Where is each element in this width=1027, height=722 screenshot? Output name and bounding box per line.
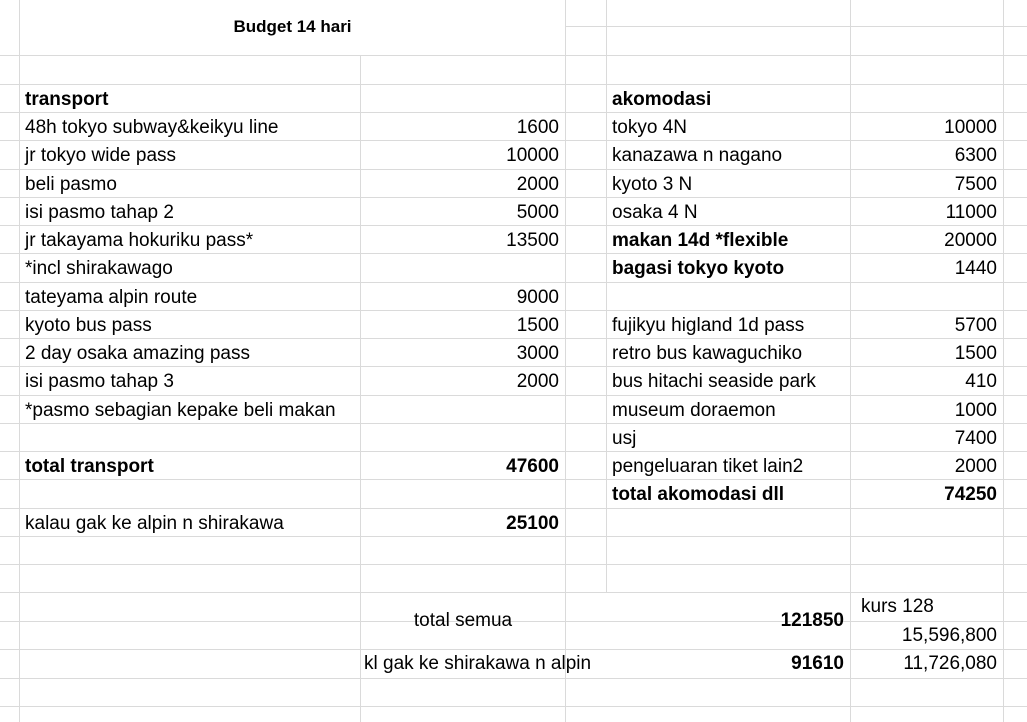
- transport-header[interactable]: transport: [25, 89, 109, 110]
- transport-item-label[interactable]: *pasmo sebagian kepake beli makan: [25, 399, 336, 421]
- transport-item-label[interactable]: jr tokyo wide pass: [25, 145, 177, 167]
- akomodasi-item-value[interactable]: 5700: [954, 314, 997, 336]
- transport-item-label[interactable]: isi pasmo tahap 3: [25, 371, 174, 393]
- transport-item-value[interactable]: 1500: [516, 314, 559, 336]
- akomodasi-item-value[interactable]: 11000: [945, 201, 997, 223]
- transport-item-label[interactable]: 2 day osaka amazing pass: [25, 343, 250, 364]
- transport-item-value[interactable]: 3000: [516, 343, 559, 364]
- total-semua-label[interactable]: total semua: [413, 610, 513, 631]
- grid-hline: [0, 84, 1027, 85]
- akomodasi-item-label[interactable]: usj: [612, 427, 637, 449]
- transport-item-value[interactable]: 9000: [516, 286, 559, 308]
- akomodasi-item-value[interactable]: 1500: [954, 343, 997, 364]
- akomodasi-item-label[interactable]: pengeluaran tiket lain2: [612, 456, 804, 477]
- transport-item-label[interactable]: kyoto bus pass: [25, 314, 152, 336]
- akomodasi-item-value[interactable]: 1440: [954, 258, 997, 280]
- total-transport-value[interactable]: 47600: [506, 456, 559, 477]
- alt-total-idr[interactable]: 11,726,080: [903, 653, 997, 674]
- akomodasi-item-value[interactable]: 20000: [944, 230, 997, 251]
- akomodasi-item-label[interactable]: kanazawa n nagano: [612, 145, 783, 167]
- akomodasi-item-value[interactable]: 1000: [954, 399, 997, 421]
- alt-transport-label[interactable]: kalau gak ke alpin n shirakawa: [25, 513, 284, 534]
- sheet-title[interactable]: Budget 14 hari: [233, 17, 352, 36]
- alt-total-value[interactable]: 91610: [791, 653, 844, 674]
- transport-item-value[interactable]: 2000: [516, 371, 559, 393]
- akomodasi-header[interactable]: akomodasi: [612, 89, 712, 110]
- total-semua-value[interactable]: 121850: [780, 610, 844, 631]
- total-transport-label[interactable]: total transport: [25, 456, 154, 477]
- akomodasi-item-value[interactable]: 7400: [954, 427, 997, 449]
- akomodasi-item-label[interactable]: bagasi tokyo kyoto: [612, 258, 785, 280]
- akomodasi-item-label[interactable]: [607, 284, 850, 312]
- alt-transport-value[interactable]: 25100: [506, 513, 559, 534]
- transport-item-value[interactable]: [361, 255, 565, 283]
- transport-item-value[interactable]: 1600: [516, 117, 559, 138]
- grid-vline: [1003, 0, 1004, 722]
- akomodasi-item-value[interactable]: 6300: [954, 145, 997, 167]
- akomodasi-item-value[interactable]: 410: [965, 371, 997, 393]
- kurs-label[interactable]: kurs 128: [861, 596, 934, 617]
- akomodasi-item-value[interactable]: 2000: [954, 456, 997, 477]
- akomodasi-item-label[interactable]: makan 14d *flexible: [612, 230, 789, 251]
- total-semua-idr[interactable]: 15,596,800: [901, 625, 997, 646]
- akomodasi-item-label[interactable]: museum doraemon: [612, 399, 776, 421]
- akomodasi-item-label[interactable]: osaka 4 N: [612, 201, 698, 223]
- grid-hline: [566, 26, 1027, 27]
- transport-item-value[interactable]: 2000: [516, 173, 559, 195]
- transport-item-label[interactable]: 48h tokyo subway&keikyu line: [25, 117, 279, 138]
- grid-hline: [0, 678, 1027, 679]
- transport-item-value[interactable]: 13500: [506, 230, 559, 251]
- akomodasi-item-value[interactable]: 7500: [954, 173, 997, 195]
- grid-hline: [0, 706, 1027, 707]
- transport-item-label[interactable]: beli pasmo: [25, 173, 117, 195]
- akomodasi-item-label[interactable]: kyoto 3 N: [612, 173, 693, 195]
- alt-total-label[interactable]: kl gak ke shirakawa n alpin: [364, 653, 592, 674]
- transport-item-value[interactable]: 5000: [516, 201, 559, 223]
- total-akomodasi-label[interactable]: total akomodasi dll: [612, 484, 785, 505]
- transport-item-label[interactable]: *incl shirakawago: [25, 258, 173, 280]
- akomodasi-item-label[interactable]: tokyo 4N: [612, 117, 687, 138]
- akomodasi-item-label[interactable]: bus hitachi seaside park: [612, 371, 816, 393]
- grid-hline: [0, 55, 1027, 56]
- akomodasi-item-value[interactable]: 10000: [944, 117, 997, 138]
- transport-item-label[interactable]: tateyama alpin route: [25, 286, 198, 308]
- total-akomodasi-value[interactable]: 74250: [944, 484, 997, 505]
- transport-item-label[interactable]: isi pasmo tahap 2: [25, 201, 174, 223]
- transport-item-value[interactable]: [361, 397, 565, 425]
- akomodasi-item-label[interactable]: fujikyu higland 1d pass: [612, 314, 805, 336]
- akomodasi-item-label[interactable]: retro bus kawaguchiko: [612, 343, 803, 364]
- grid-hline: [0, 564, 1027, 565]
- transport-item-label[interactable]: jr takayama hokuriku pass*: [25, 230, 254, 251]
- transport-item-value[interactable]: 10000: [506, 145, 559, 167]
- akomodasi-item-value[interactable]: [851, 284, 1003, 312]
